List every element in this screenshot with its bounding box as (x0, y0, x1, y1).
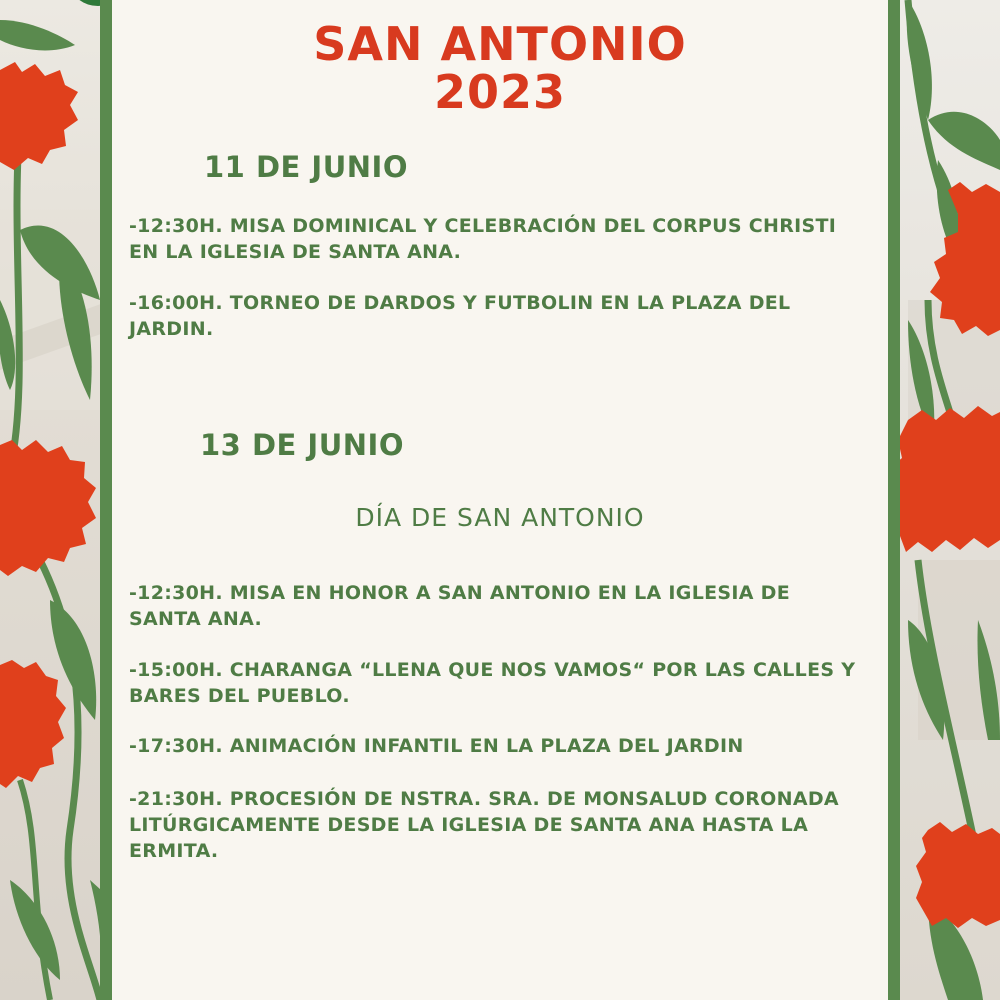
poster-title: SAN ANTONIO (313, 17, 687, 71)
day2-date: 13 DE JUNIO (200, 428, 404, 462)
poster-year: 2023 (433, 65, 567, 119)
day2-event-3: -17:30H. ANIMACIÓN INFANTIL EN LA PLAZA DEL JARDIN (129, 735, 744, 757)
carnation-flower-icon (888, 0, 1000, 1000)
day2-subtitle: DÍA DE SAN ANTONIO (355, 503, 645, 532)
day1-event-2: -16:00H. TORNEO DE DARDOS Y FUTBOLIN EN LA PLAZA DEL JARDIN. (129, 292, 791, 340)
left-floral-border (0, 0, 112, 1000)
day1-date: 11 DE JUNIO (204, 150, 408, 184)
day2-event-2: -15:00H. CHARANGA “LLENA QUE NOS VAMOS“ POR LAS CALLES Y BARES DEL PUEBLO. (129, 659, 856, 707)
day2-event-1: -12:30H. MISA EN HONOR A SAN ANTONIO EN LA IGLESIA DE SANTA ANA. (129, 582, 790, 630)
right-floral-border (888, 0, 1000, 1000)
day1-event-1: -12:30H. MISA DOMINICAL Y CELEBRACIÓN DEL CORPUS CHRISTI EN LA IGLESIA DE SANTA ANA. (129, 215, 837, 263)
program-panel (100, 0, 900, 1000)
day2-event-4: -21:30H. PROCESIÓN DE NSTRA. SRA. DE MONSALUD CORONADA LITÚRGICAMENTE DESDE LA IGLESIA DE SANTA ANA HASTA LA ERMITA. (129, 788, 839, 862)
carnation-flower-icon (0, 0, 112, 1000)
